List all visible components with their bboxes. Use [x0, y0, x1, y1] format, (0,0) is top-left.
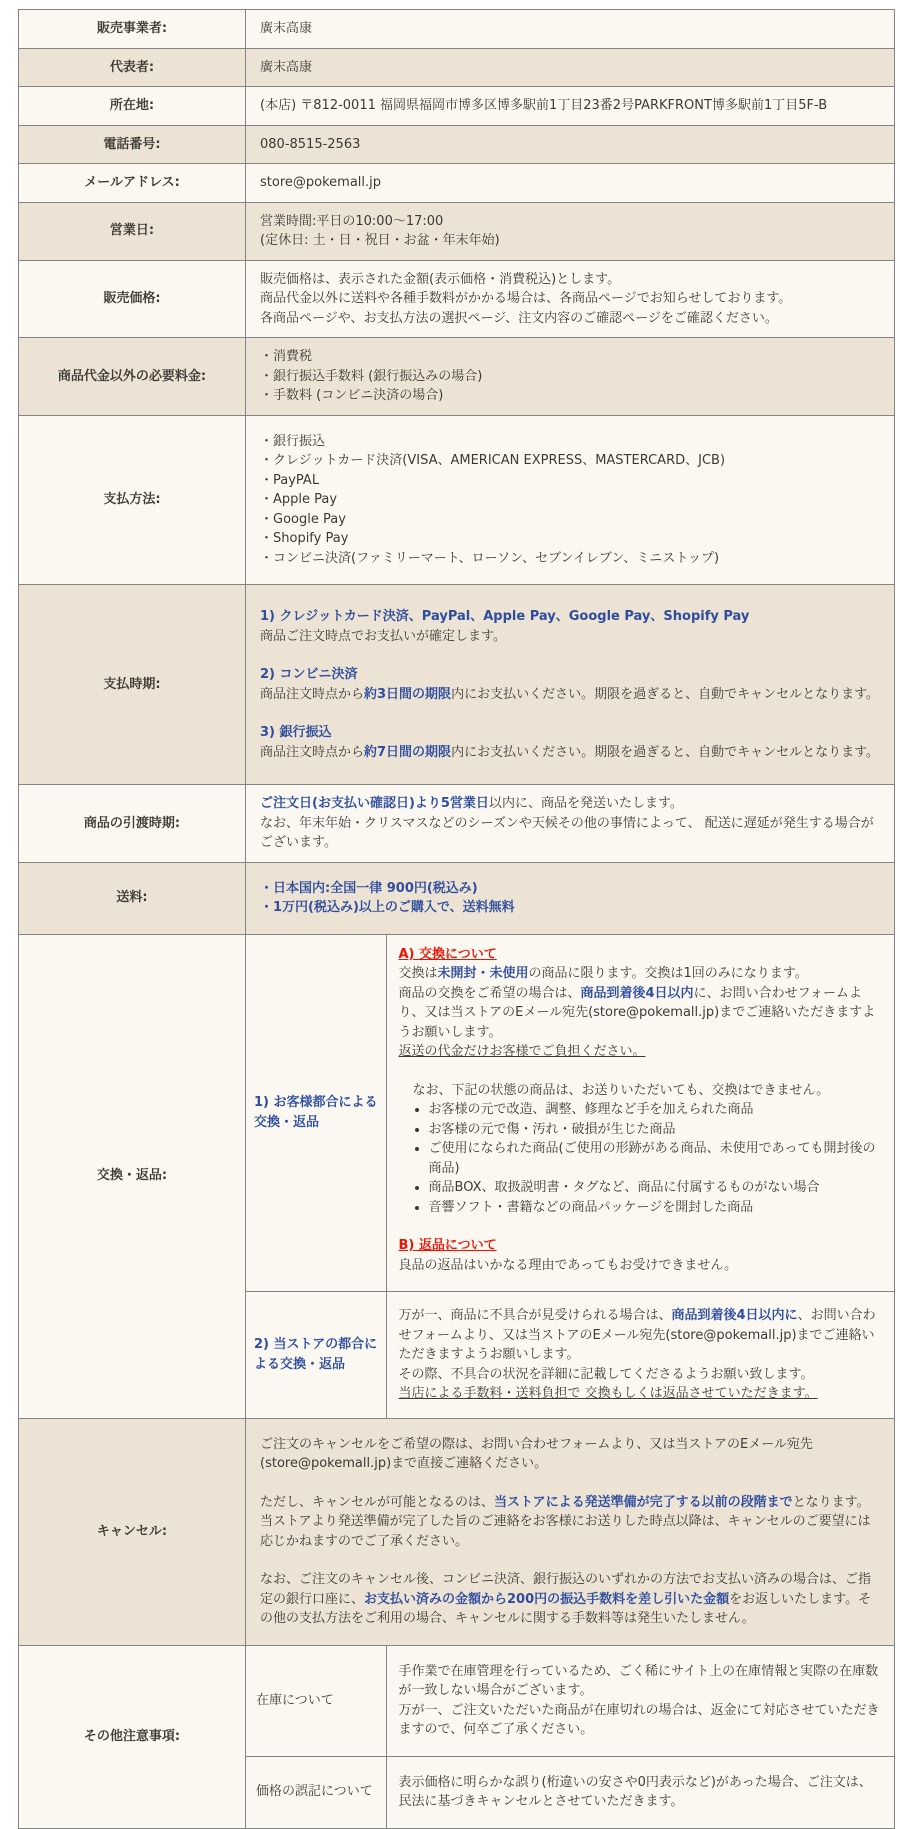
- cancel-text-1: ご注文のキャンセルをご希望の際は、お問い合わせフォームより、又は当ストアのEメール宛先(store@pokemall.jp)まで直接ご連絡ください。: [260, 1436, 813, 1471]
- stock-text-2: 万が一、ご注文いただいた商品が在庫切れの場合は、返金にて対応させていただきますので、何卒ご了承ください。: [398, 1702, 880, 1737]
- table-row-representative: [19, 48, 895, 87]
- text-segment: をお返しいたします。その他の支払方法をご利用の場合、キャンセルに関する手数料等は発生いたしません。: [260, 1591, 872, 1626]
- mispricing-text: 表示価格に明らかな誤り(桁違いの安さや0円表示など)があった場合、ご注文は、民法に基づきキャンセルとさせていただきます。: [398, 1774, 872, 1809]
- mispricing-sub-label: 価格の誤記について: [246, 1756, 386, 1828]
- table-row-shipping: [19, 862, 895, 934]
- stock-sub-label: 在庫について: [246, 1646, 386, 1757]
- holiday-line: (定休日: 土・日・祝日・お盆・年末年始): [260, 233, 500, 248]
- price-line: 販売価格は、表示された金額(表示価格・消費税込)とします。: [260, 271, 621, 287]
- exchange-sub-value-customer: [386, 935, 894, 1292]
- fee-item: ・手数料 (コンビニ決済の場合): [260, 388, 444, 403]
- text-segment-highlight: ご注文日(お支払い確認日)より5営業日: [260, 796, 489, 811]
- exchange-exclusion-list: [399, 1100, 883, 1217]
- exchange-heading-a: A) 交換について: [398, 946, 497, 962]
- list-item: • 商品BOX、取扱説明書・タグなど、商品に付属するものがない場合: [429, 1178, 883, 1198]
- text-segment-highlight: 商品到着後4日以内に: [671, 1308, 798, 1323]
- row-value-seller: 廣末高康: [246, 10, 895, 49]
- row-label-business-days: 営業日:: [19, 202, 246, 260]
- exchange-text-1: [399, 964, 883, 984]
- text-segment: ただし、キャンセルが可能となるのは、: [260, 1494, 495, 1510]
- payment-method-item: ・Apple Pay: [260, 492, 338, 507]
- row-label-extra-fees: 商品代金以外の必要料金:: [19, 338, 246, 416]
- table-row-payment-methods: [19, 415, 895, 585]
- exchange-nested-cell: [246, 934, 895, 1418]
- list-item: • ご使用になられた商品(ご使用の形跡がある商品、未使用であっても開封後の商品): [429, 1139, 883, 1178]
- exchange-exclusion-intro: なお、下記の状態の商品は、お送りいただいても、交換はできません。: [412, 1082, 830, 1098]
- row-value-extra-fees: [246, 338, 895, 416]
- exchange-heading-b: B) 返品について: [398, 1238, 497, 1253]
- other-notes-sub-row-stock: [246, 1646, 894, 1757]
- row-value-payment-methods: [246, 415, 895, 585]
- shipping-fee-line: ・日本国内:全国一律 900円(税込み): [260, 880, 478, 896]
- list-item: • 音響ソフト・書籍などの商品パッケージを開封した商品: [429, 1198, 883, 1218]
- stock-sub-value: [386, 1646, 894, 1757]
- exchange-sub-table: [246, 935, 894, 1418]
- row-value-email: store@pokemall.jp: [246, 164, 895, 203]
- row-label-other-notes: その他注意事項:: [19, 1645, 246, 1828]
- free-shipping-line: ・1万円(税込み)以上のご購入で、送料無料: [260, 900, 515, 915]
- text-segment: 商品の交換をご希望の場合は、: [398, 985, 581, 1001]
- text-segment-highlight: 未開封・未使用: [437, 966, 529, 981]
- price-line: 商品代金以外に送料や各種手数料がかかる場合は、各商品ページでお知らせしております。: [260, 291, 792, 306]
- cancel-text-2: [260, 1493, 880, 1552]
- text-segment: 内にお支払いください。期限を過ぎると、自動でキャンセルとなります。: [451, 686, 880, 702]
- row-value-representative: 廣末高康: [246, 48, 895, 87]
- exchange-sub-value-store: [386, 1292, 894, 1418]
- business-hours-line: 営業時間:平日の10:00〜17:00: [260, 213, 444, 229]
- row-label-cancel: キャンセル:: [19, 1418, 246, 1645]
- exchange-return-cost-note: 返送の代金だけお客様でご負担ください。: [398, 1044, 646, 1059]
- text-segment: の商品に限ります。交換は1回のみになります。: [528, 966, 808, 981]
- table-row-other-notes: [19, 1645, 895, 1828]
- fee-item: ・消費税: [260, 349, 313, 364]
- other-notes-sub-table: [246, 1646, 894, 1828]
- exchange-text-2: [399, 984, 883, 1043]
- payment-timing-heading-3: 3) 銀行振込: [260, 725, 332, 740]
- text-segment: に、お問い合わせフォームより、又は当ストアのEメール宛先(store@pokemall.jp)までご連絡いただきますようお願いします。: [398, 985, 876, 1040]
- row-value-cancel: [246, 1418, 895, 1645]
- payment-method-item: ・Google Pay: [260, 511, 346, 527]
- table-row-email: [19, 164, 895, 203]
- table-row-cancel: [19, 1418, 895, 1645]
- text-segment-highlight: 約7日間の期限: [364, 744, 452, 760]
- exchange-sub-label-customer: 1) お客様都合による交換・返品: [246, 935, 386, 1292]
- exchange-sub-row-store: [246, 1292, 894, 1418]
- text-segment: 交換は: [398, 966, 438, 981]
- store-fault-text-2: その際、不具合の状況を詳細に記載してくださるようお願い致します。: [398, 1366, 814, 1382]
- text-segment: 万が一、商品に不具合が見受けられる場合は、: [398, 1308, 672, 1323]
- payment-timing-text-1: 商品ご注文時点でお支払いが確定します。: [260, 628, 506, 644]
- row-label-price: 販売価格:: [19, 260, 246, 338]
- row-label-seller: 販売事業者:: [19, 10, 246, 49]
- row-label-address: 所在地:: [19, 87, 246, 126]
- payment-method-item: ・コンビニ決済(ファミリーマート、ローソン、セブンイレブン、ミニストップ): [260, 550, 720, 566]
- text-segment-highlight: お支払い済みの金額から200円の振込手数料を差し引いた金額: [364, 1591, 730, 1607]
- row-value-address: (本店) 〒812-0011 福岡県福岡市博多区博多駅前1丁目23番2号PARKFRONT博多駅前1丁目5F-B: [246, 87, 895, 126]
- text-segment-highlight: 当ストアによる発送準備が完了する以前の段階まで: [494, 1494, 793, 1510]
- table-row-exchange: [19, 934, 895, 1418]
- other-notes-sub-row-mispricing: [246, 1756, 894, 1828]
- store-fault-text-1: [399, 1306, 883, 1365]
- exchange-text-3: 良品の返品はいかなる理由であってもお受けできません。: [398, 1257, 738, 1273]
- stock-text-1: 手作業で在庫管理を行っているため、ごく稀にサイト上の在庫情報と実際の在庫数が一致しない場合がございます。: [398, 1663, 879, 1698]
- row-value-business-days: [246, 202, 895, 260]
- payment-timing-text-2: [260, 685, 880, 705]
- payment-timing-heading-1: 1) クレジットカード決済、PayPal、Apple Pay、Google Pay、Shopify Pay: [260, 609, 750, 624]
- row-value-phone: 080-8515-2563: [246, 125, 895, 164]
- price-line: 各商品ページや、お支払方法の選択ページ、注文内容のご確認ページをご確認ください。: [260, 310, 778, 326]
- payment-method-item: ・銀行振込: [260, 433, 326, 449]
- row-label-representative: 代表者:: [19, 48, 246, 87]
- row-label-payment-methods: 支払方法:: [19, 415, 246, 585]
- mispricing-sub-value: [386, 1756, 894, 1828]
- payment-method-item: ・PayPAL: [260, 472, 320, 488]
- exchange-sub-row-customer: [246, 935, 894, 1292]
- row-label-delivery: 商品の引渡時期:: [19, 785, 246, 863]
- delivery-text-1: [260, 794, 880, 814]
- row-label-email: メールアドレス:: [19, 164, 246, 203]
- table-row-phone: [19, 125, 895, 164]
- text-segment: となります。当ストアより発送準備が完了した旨のご連絡をお客様にお送りした時点以降は、キャンセルのご要望には応じかねますのでご了承ください。: [260, 1494, 871, 1549]
- text-segment: 以内に、商品を発送いたします。: [488, 796, 683, 811]
- text-segment: 内にお支払いください。期限を過ぎると、自動でキャンセルとなります。: [451, 744, 880, 760]
- table-row-address: [19, 87, 895, 126]
- text-segment-highlight: 約3日間の期限: [364, 686, 452, 702]
- other-notes-nested-cell: [246, 1645, 895, 1828]
- row-label-exchange: 交換・返品:: [19, 934, 246, 1418]
- delivery-text-2: なお、年末年始・クリスマスなどのシーズンや天候その他の事情によって、 配送に遅延が発生する場合がございます。: [260, 815, 874, 850]
- text-segment: なお、ご注文のキャンセル後、コンビニ決済、銀行振込のいずれかの方法でお支払い済みの場合は、ご指定の銀行口座に、: [260, 1572, 872, 1607]
- text-segment: 、お問い合わせフォームより、又は当ストアのEメール宛先(store@pokemall.jp)までご連絡いただきますようお願いします。: [398, 1308, 876, 1362]
- table-row-delivery: [19, 785, 895, 863]
- table-row-price: [19, 260, 895, 338]
- row-value-price: [246, 260, 895, 338]
- text-segment: 商品注文時点から: [260, 744, 365, 760]
- row-value-payment-timing: [246, 585, 895, 785]
- text-segment-highlight: 商品到着後4日以内: [580, 985, 694, 1001]
- legal-info-table: [18, 9, 895, 1829]
- table-row-seller: [19, 10, 895, 49]
- payment-timing-heading-2: 2) コンビニ決済: [260, 667, 358, 682]
- cancel-text-3: [260, 1570, 880, 1629]
- table-row-business-days: [19, 202, 895, 260]
- fee-item: ・銀行振込手数料 (銀行振込みの場合): [260, 368, 483, 384]
- row-label-payment-timing: 支払時期:: [19, 585, 246, 785]
- row-label-phone: 電話番号:: [19, 125, 246, 164]
- row-label-shipping: 送料:: [19, 862, 246, 934]
- payment-method-item: ・クレジットカード決済(VISA、AMERICAN EXPRESS、MASTERCARD、JCB): [260, 453, 726, 468]
- list-item: • お客様の元で改造、調整、修理など手を加えられた商品: [429, 1100, 883, 1120]
- table-row-extra-fees: [19, 338, 895, 416]
- list-item: • お客様の元で傷・汚れ・破損が生じた商品: [429, 1120, 883, 1140]
- row-value-shipping: [246, 862, 895, 934]
- table-row-payment-timing: [19, 585, 895, 785]
- store-fault-text-3: 当店による手数料・送料負担で 交換もしくは返品させていただきます。: [398, 1386, 818, 1401]
- payment-timing-text-3: [260, 743, 880, 763]
- payment-method-item: ・Shopify Pay: [260, 531, 349, 546]
- exchange-sub-label-store: 2) 当ストアの都合による交換・返品: [246, 1292, 386, 1418]
- row-value-delivery: [246, 785, 895, 863]
- text-segment: 商品注文時点から: [260, 686, 365, 702]
